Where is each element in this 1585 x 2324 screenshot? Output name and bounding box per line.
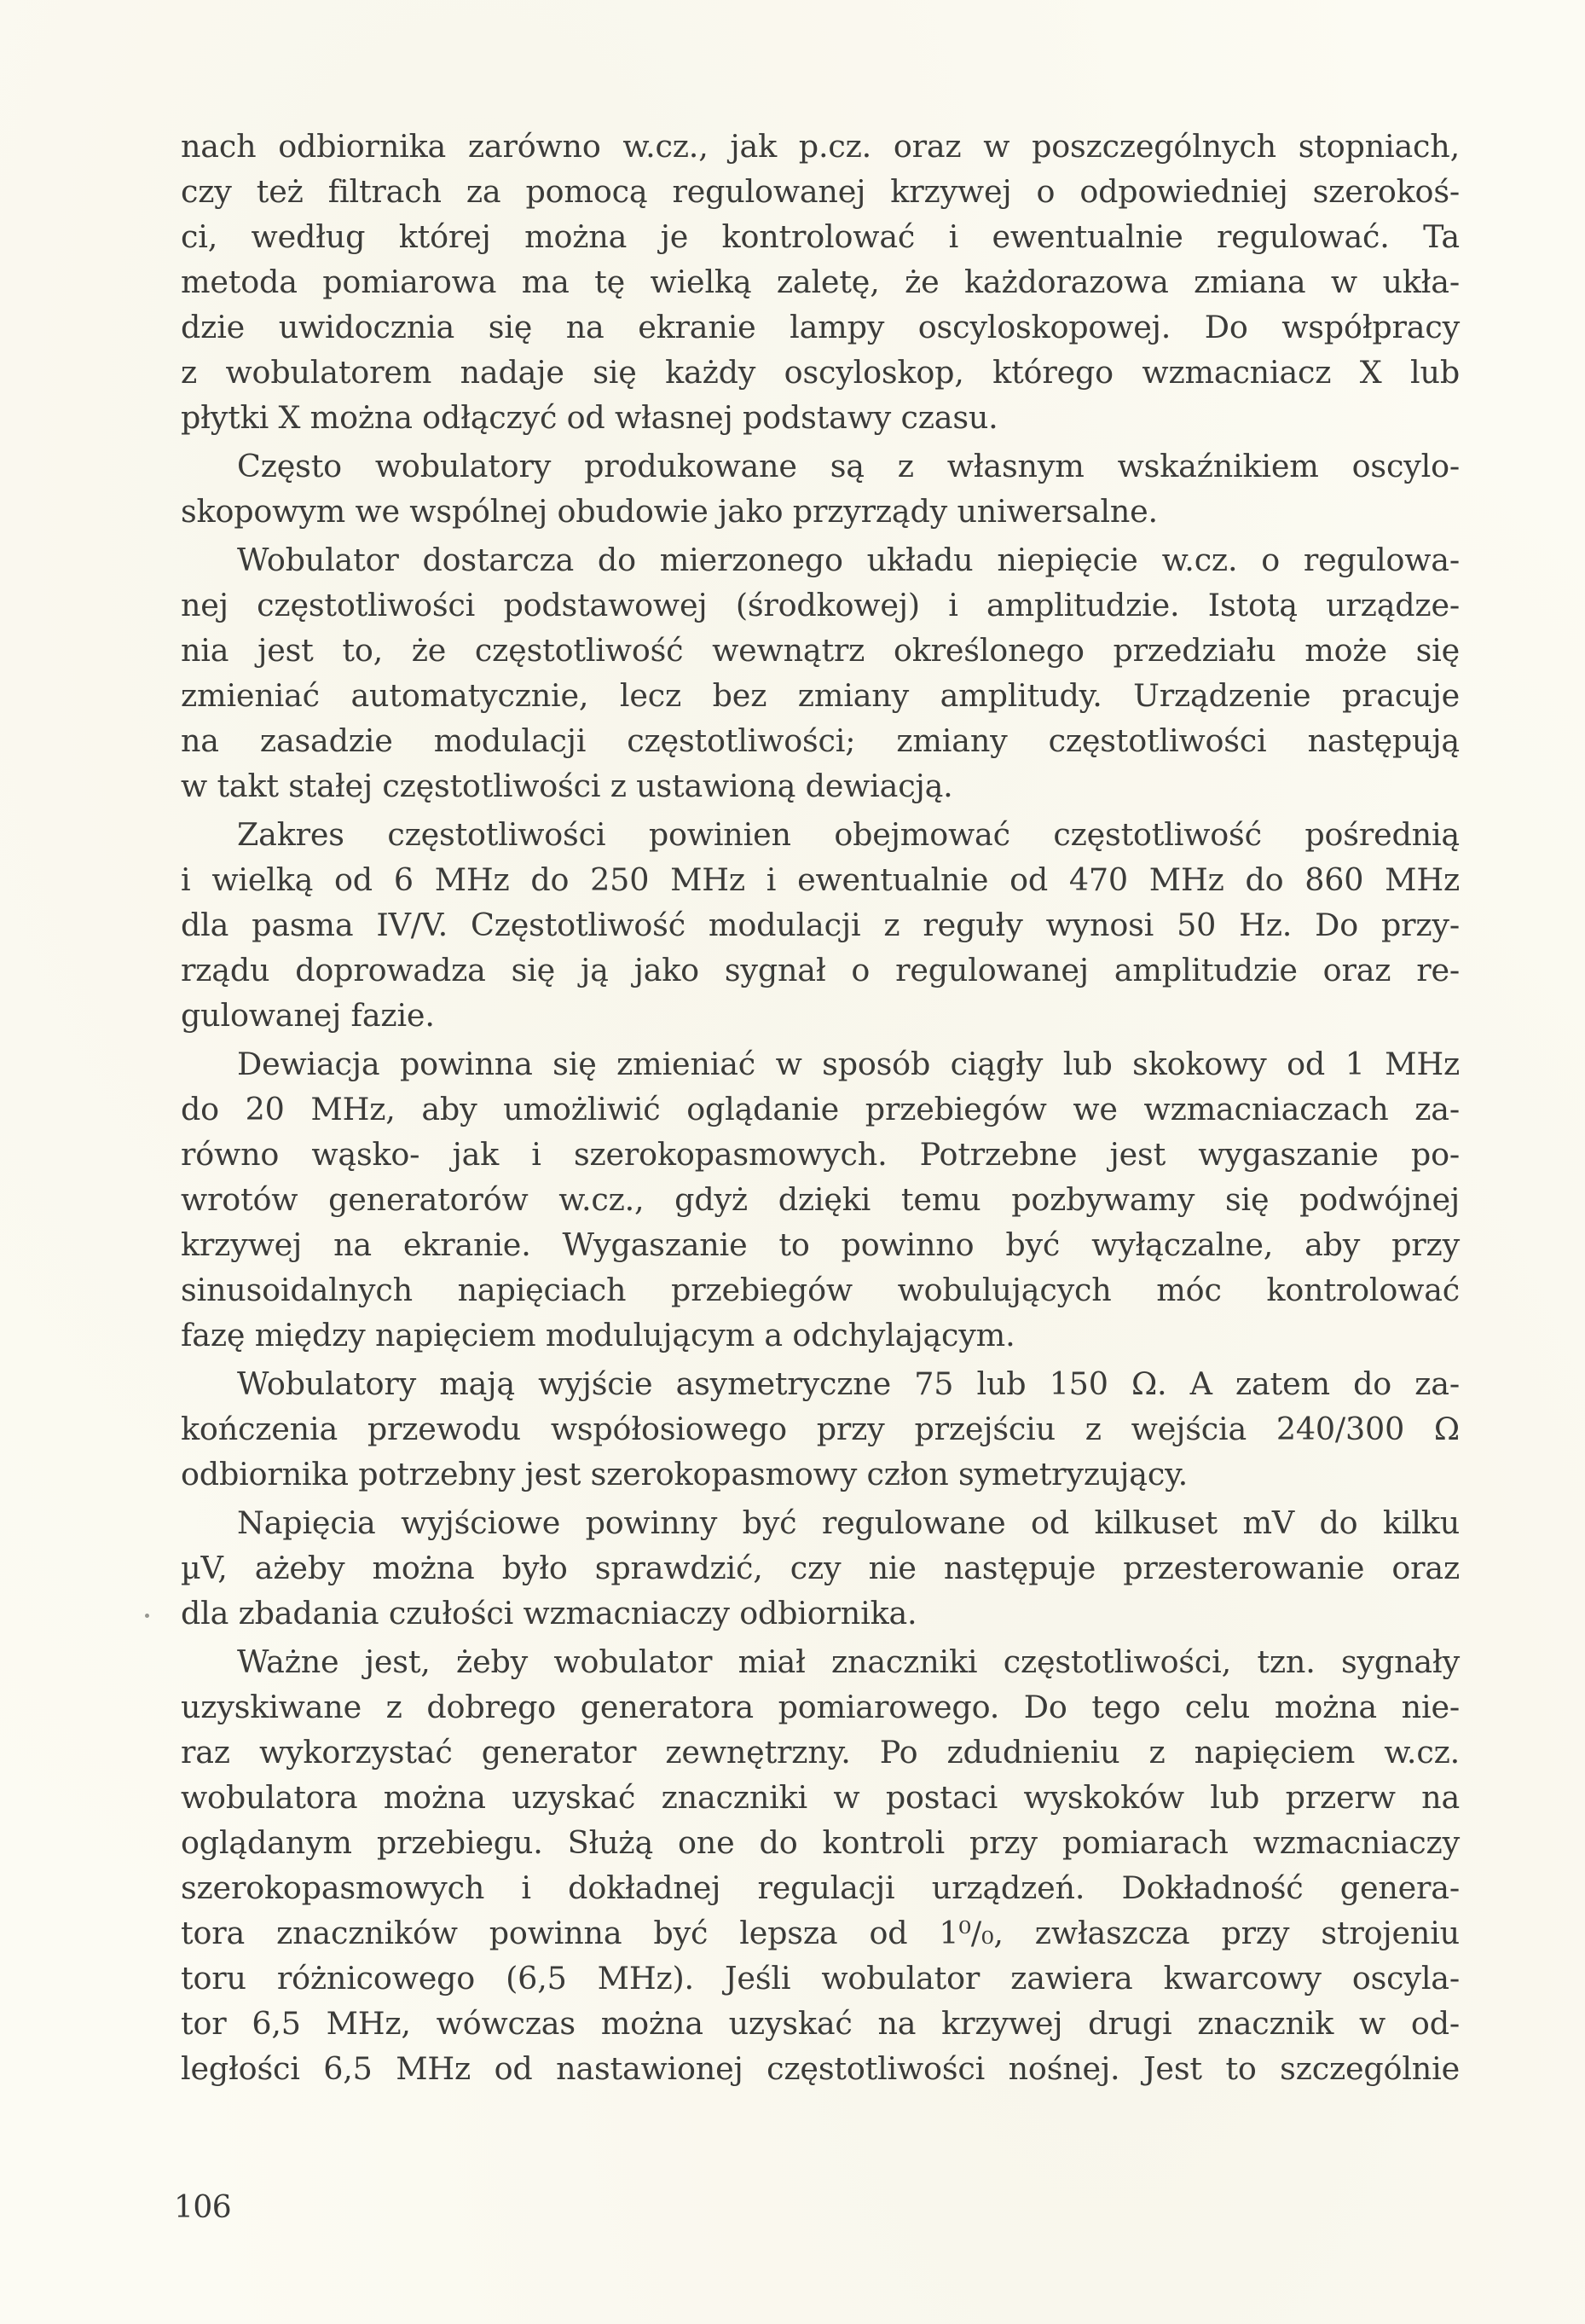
text-line: na zasadzie modulacji częstotliwości; zmiany częstotliwości następują — [181, 722, 1460, 759]
text-line: i wielką od 6 MHz do 250 MHz i ewentualnie od 470 MHz do 860 MHz — [181, 861, 1460, 898]
text-line: czy też filtrach za pomocą regulowanej krzywej o odpowiedniej szerokoś- — [181, 173, 1460, 210]
text-line: rządu doprowadza się ją jako sygnał o regulowanej amplitudzie oraz re- — [181, 952, 1460, 988]
paragraph — [181, 1041, 1460, 1358]
text-line: szerokopasmowych i dokładnej regulacji urządzeń. Dokładność genera- — [181, 1869, 1460, 1906]
text-line: z wobulatorem nadaje się każdy oscyloskop, którego wzmacniacz X lub — [181, 354, 1460, 391]
text-line: Ważne jest, żeby wobulator miał znaczniki częstotliwości, tzn. sygnały — [237, 1643, 1460, 1680]
text-line: nej częstotliwości podstawowej (środkowej) i amplitudzie. Istotą urządze- — [181, 587, 1460, 623]
text-line: tor 6,5 MHz, wówczas można uzyskać na krzywej drugi znacznik w od- — [181, 2005, 1460, 2042]
text-line: do 20 MHz, aby umożliwić oglądanie przebiegów we wzmacniaczach za- — [181, 1091, 1460, 1127]
text-line: krzywej na ekranie. Wygaszanie to powinno być wyłączalne, aby przy — [181, 1226, 1460, 1263]
text-line: Dewiacja powinna się zmieniać w sposób ciągły lub skokowy od 1 MHz — [237, 1046, 1460, 1082]
text-line: uzyskiwane z dobrego generatora pomiarowego. Do tego celu można nie- — [181, 1689, 1460, 1725]
ink-speck — [145, 1614, 149, 1618]
text-line: toru różnicowego (6,5 MHz). Jeśli wobulator zawiera kwarcowy oscyla- — [181, 1960, 1460, 1997]
text-line: równo wąsko- jak i szerokopasmowych. Potrzebne jest wygaszanie po- — [181, 1136, 1460, 1173]
text-line: nia jest to, że częstotliwość wewnątrz określonego przedziału może się — [181, 632, 1460, 669]
text-line: fazę między napięciem modulującym a odchylającym. — [181, 1317, 1015, 1353]
text-line: sinusoidalnych napięciach przebiegów wobulujących móc kontrolować — [181, 1272, 1460, 1308]
text-line: skopowym we wspólnej obudowie jako przyrządy uniwersalne. — [181, 493, 1158, 530]
paragraph — [181, 124, 1460, 440]
page-number: 106 — [174, 2190, 232, 2225]
paragraph — [181, 443, 1460, 534]
text-line: gulowanej fazie. — [181, 997, 435, 1034]
text-line: kończenia przewodu współosiowego przy przejściu z wejścia 240/300 Ω — [181, 1411, 1460, 1447]
text-line: w takt stałej częstotliwości z ustawioną dewiacją. — [181, 768, 953, 804]
text-line: raz wykorzystać generator zewnętrzny. Po zdudnieniu z napięciem w.cz. — [181, 1734, 1460, 1771]
text-line: odbiornika potrzebny jest szerokopasmowy człon symetryzujący. — [181, 1456, 1189, 1492]
text-line: Zakres częstotliwości powinien obejmować częstotliwość pośrednią — [237, 816, 1460, 853]
text-line: oglądanym przebiegu. Służą one do kontroli przy pomiarach wzmacniaczy — [181, 1824, 1460, 1861]
text-line: ci, według której można je kontrolować i ewentualnie regulować. Ta — [181, 218, 1460, 255]
text-line: µV, ażeby można było sprawdzić, czy nie następuje przesterowanie oraz — [181, 1550, 1460, 1586]
text-line: Wobulatory mają wyjście asymetryczne 75 lub 150 Ω. A zatem do za- — [237, 1365, 1460, 1402]
text-line: Napięcia wyjściowe powinny być regulowane od kilkuset mV do kilku — [237, 1504, 1460, 1541]
paragraph — [181, 1361, 1460, 1497]
paragraph — [181, 812, 1460, 1038]
text-line: płytki X można odłączyć od własnej podstawy czasu. — [181, 399, 998, 436]
paragraph — [181, 537, 1460, 808]
text-line: wrotów generatorów w.cz., gdyż dzięki temu pozbywamy się podwójnej — [181, 1181, 1460, 1218]
text-line: metoda pomiarowa ma tę wielką zaletę, że każdorazowa zmiana w ukła- — [181, 264, 1460, 300]
text-line: dla zbadania czułości wzmacniaczy odbiornika. — [181, 1595, 917, 1631]
text-line: dla pasma IV/V. Częstotliwość modulacji z reguły wynosi 50 Hz. Do przy- — [181, 907, 1460, 943]
text-line: nach odbiornika zarówno w.cz., jak p.cz. oraz w poszczególnych stopniach, — [181, 128, 1460, 165]
text-line: ległości 6,5 MHz od nastawionej częstotliwości nośnej. Jest to szczególnie — [181, 2050, 1460, 2087]
text-line: tora znaczników powinna być lepsza od 1⁰/₀, zwłaszcza przy strojeniu — [181, 1915, 1460, 1951]
text-line: zmieniać automatycznie, lecz bez zmiany amplitudy. Urządzenie pracuje — [181, 677, 1460, 714]
text-line: dzie uwidocznia się na ekranie lampy oscyloskopowej. Do współpracy — [181, 309, 1460, 345]
text-line: Często wobulatory produkowane są z własnym wskaźnikiem oscylo- — [237, 448, 1460, 484]
paragraph — [181, 1639, 1460, 2091]
body-text — [181, 124, 1460, 2091]
paragraph — [181, 1500, 1460, 1636]
text-line: wobulatora można uzyskać znaczniki w postaci wyskoków lub przerw na — [181, 1779, 1460, 1816]
text-line: Wobulator dostarcza do mierzonego układu niepięcie w.cz. o regulowa- — [237, 542, 1460, 578]
